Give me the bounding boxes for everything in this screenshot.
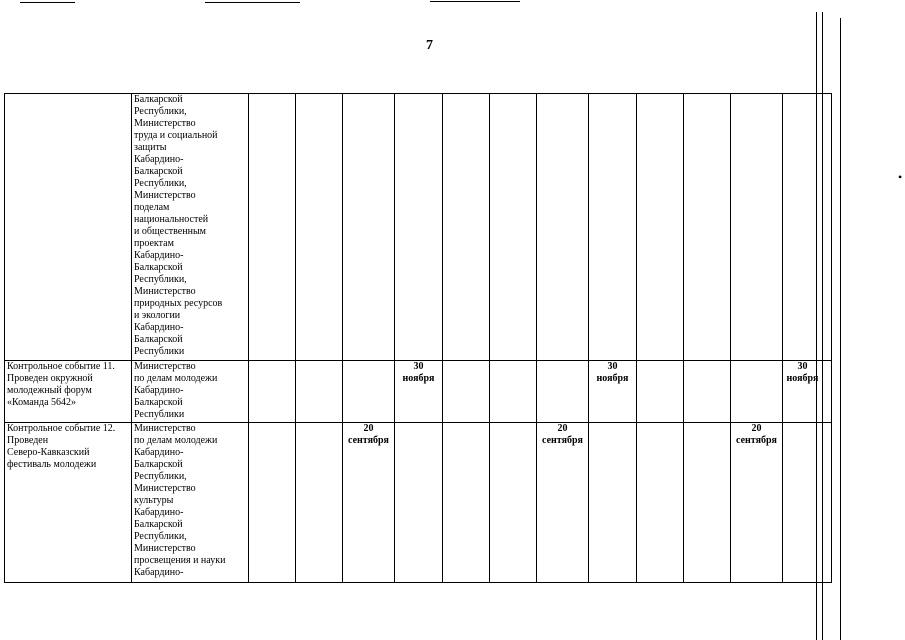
responsible-executor-text: Министерство [134, 423, 196, 434]
deadline-date: 30 [413, 361, 424, 372]
deadline-date: ноября [786, 373, 819, 384]
responsible-executor-text: Министерство [134, 190, 196, 201]
responsible-executor-text: Республики, [134, 274, 187, 285]
control-event-text: «Команда 5642» [7, 397, 77, 408]
responsible-executor-text: Кабардино- [134, 154, 184, 165]
date-cell [823, 94, 832, 361]
date-cell [296, 94, 343, 361]
table-row [5, 423, 832, 583]
date-cell [589, 361, 637, 423]
responsible-executor-text: Кабардино- [134, 567, 184, 578]
date-cell [637, 423, 684, 583]
responsible-executor-text: Балкарской [134, 166, 183, 177]
date-cell [490, 361, 537, 423]
deadline-date: 20 [363, 423, 374, 434]
date-cell [343, 361, 395, 423]
responsible-executor-text: Кабардино- [134, 507, 184, 518]
date-cell [443, 423, 490, 583]
deadline-date: 30 [607, 361, 618, 372]
responsible-executor-text: Балкарской [134, 262, 183, 273]
date-cell [783, 361, 823, 423]
date-cell [537, 94, 589, 361]
responsible-executor-text: Кабардино- [134, 250, 184, 261]
date-cell [296, 423, 343, 583]
responsible-executor-text: Балкарской [134, 397, 183, 408]
responsible-executor-text: по делам молодежи [134, 373, 218, 384]
date-cell [637, 361, 684, 423]
responsible-executor-text: Республики, [134, 471, 187, 482]
date-cell [395, 423, 443, 583]
control-event-text: Контрольное событие 12. [7, 423, 116, 434]
responsible-executor-text: Министерство [134, 361, 196, 372]
responsible-executor-text: Балкарской [134, 334, 183, 345]
date-cell [249, 423, 296, 583]
date-cell [684, 423, 731, 583]
control-event-cell [5, 423, 132, 583]
date-cell [537, 423, 589, 583]
control-event-cell [5, 94, 132, 361]
top-scan-line-middle [205, 2, 300, 3]
date-cell [343, 423, 395, 583]
deadline-date: 20 [751, 423, 762, 434]
date-cell [249, 94, 296, 361]
date-cell [537, 361, 589, 423]
responsible-executor-text: по делам молодежи [134, 435, 218, 446]
deadline-date: сентября [542, 435, 583, 446]
responsible-executor-text: культуры [134, 495, 174, 506]
responsible-executor-text: Министерство [134, 118, 196, 129]
control-event-text: Проведен окружной [7, 373, 93, 384]
right-frame-line-3 [840, 18, 841, 640]
date-cell [823, 361, 832, 423]
control-event-cell [5, 361, 132, 423]
date-cell [249, 361, 296, 423]
control-event-text: Северо-Кавказский [7, 447, 90, 458]
responsible-executor-cell [132, 94, 249, 361]
responsible-executor-text: Министерство [134, 286, 196, 297]
date-cell [589, 423, 637, 583]
date-cell [684, 94, 731, 361]
date-cell [783, 423, 823, 583]
responsible-executor-text: Республики, [134, 178, 187, 189]
table-row [5, 94, 832, 361]
responsible-executor-text: Министерство [134, 543, 196, 554]
date-cell [443, 361, 490, 423]
date-cell [783, 94, 823, 361]
responsible-executor-text: Республики, [134, 531, 187, 542]
date-cell [684, 361, 731, 423]
date-cell [589, 94, 637, 361]
deadline-date: сентября [736, 435, 777, 446]
responsible-executor-cell [132, 361, 249, 423]
date-cell [731, 94, 783, 361]
date-cell [823, 423, 832, 583]
responsible-executor-text: Республики [134, 346, 185, 357]
responsible-executor-cell [132, 423, 249, 583]
date-cell [443, 94, 490, 361]
date-cell [395, 361, 443, 423]
responsible-executor-text: Кабардино- [134, 385, 184, 396]
control-event-text: Проведен [7, 435, 49, 446]
table-row [5, 361, 832, 423]
deadline-date: ноября [402, 373, 435, 384]
margin-dot: • [898, 170, 903, 184]
responsible-executor-text: и экологии [134, 310, 181, 321]
date-cell [490, 94, 537, 361]
date-cell [395, 94, 443, 361]
responsible-executor-text: просвещения и науки [134, 555, 226, 566]
responsible-executor-text: Республики, [134, 106, 187, 117]
date-cell [343, 94, 395, 361]
deadline-date: 30 [797, 361, 808, 372]
date-cell [296, 361, 343, 423]
date-cell [731, 361, 783, 423]
page-number: 7 [426, 38, 433, 53]
responsible-executor-text: защиты [134, 142, 167, 153]
top-scan-line-right [430, 1, 520, 2]
responsible-executor-text: и общественным [134, 226, 206, 237]
date-cell [731, 423, 783, 583]
date-cell [490, 423, 537, 583]
responsible-executor-text: природных ресурсов [134, 298, 223, 309]
deadline-date: ноября [596, 373, 629, 384]
event-plan-table [4, 93, 832, 583]
control-event-text: молодежный форум [7, 385, 92, 396]
responsible-executor-text: проектам [134, 238, 174, 249]
date-cell [637, 94, 684, 361]
responsible-executor-text: Кабардино- [134, 322, 184, 333]
responsible-executor-text: Министерство [134, 483, 196, 494]
responsible-executor-text: Балкарской [134, 519, 183, 530]
responsible-executor-text: труда и социальной [134, 130, 218, 141]
responsible-executor-text: Кабардино- [134, 447, 184, 458]
responsible-executor-text: Балкарской [134, 94, 183, 105]
deadline-date: 20 [557, 423, 568, 434]
responsible-executor-text: Балкарской [134, 459, 183, 470]
responsible-executor-text: Республики [134, 409, 185, 420]
deadline-date: сентября [348, 435, 389, 446]
control-event-text: фестиваль молодежи [7, 459, 97, 470]
top-scan-line-left [20, 2, 75, 3]
control-event-text: Контрольное событие 11. [7, 361, 115, 372]
responsible-executor-text: поделам [134, 202, 170, 213]
responsible-executor-text: национальностей [134, 214, 209, 225]
